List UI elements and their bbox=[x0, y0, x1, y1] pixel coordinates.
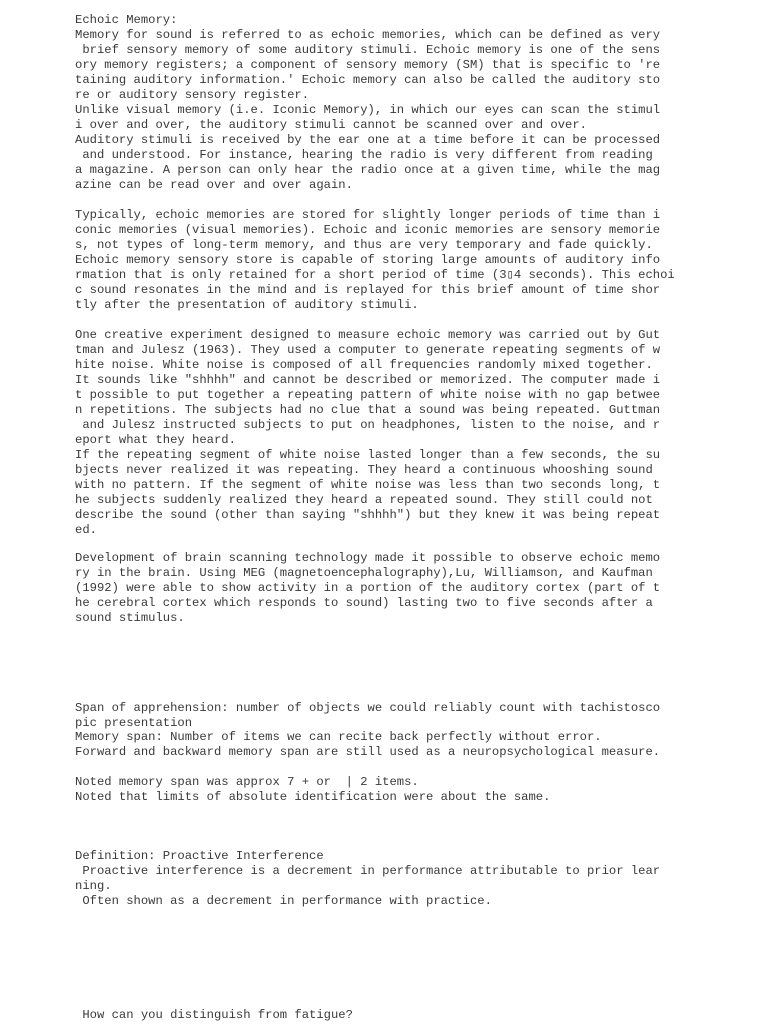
text-line: sound stimulus. bbox=[75, 611, 185, 625]
text-line: Memory span: Number of items we can recite back perfectly without error. bbox=[75, 730, 602, 744]
text-line: eport what they heard. bbox=[75, 433, 236, 447]
text-line: azine can be read over and over again. bbox=[75, 178, 353, 192]
text-line: n repetitions. The subjects had no clue that a sound was being repeated. Guttman bbox=[75, 403, 661, 417]
text-line: rmation that is only retained for a short period of time (3▯4 seconds). This echoi bbox=[75, 268, 675, 282]
text-line: brief sensory memory of some auditory stimuli. Echoic memory is one of the sens bbox=[75, 43, 661, 57]
text-line: a magazine. A person can only hear the radio once at a given time, while the mag bbox=[75, 163, 661, 177]
text-line: he cerebral cortex which responds to sound) lasting two to five seconds after a bbox=[75, 596, 653, 610]
text-line: (1992) were able to show activity in a portion of the auditory cortex (part of t bbox=[75, 581, 661, 595]
text-line: i over and over, the auditory stimuli cannot be scanned over and over. bbox=[75, 118, 587, 132]
text-line: describe the sound (other than saying "shhhh") but they knew it was being repeat bbox=[75, 508, 661, 522]
section-heading-echoic-memory: Echoic Memory: bbox=[75, 13, 178, 27]
text-line: tman and Julesz (1963). They used a computer to generate repeating segments of w bbox=[75, 343, 661, 357]
text-line: s, not types of long-term memory, and thus are very temporary and fade quickly. bbox=[75, 238, 653, 252]
text-line: and understood. For instance, hearing the radio is very different from reading bbox=[75, 148, 653, 162]
text-line: ry in the brain. Using MEG (magnetoencephalography),Lu, Williamson, and Kaufman bbox=[75, 566, 653, 580]
text-line: and Julesz instructed subjects to put on headphones, listen to the noise, and r bbox=[75, 418, 661, 432]
text-line: re or auditory sensory register. bbox=[75, 88, 310, 102]
text-line: hite noise. White noise is composed of all frequencies randomly mixed together. bbox=[75, 358, 653, 372]
text-line: ed. bbox=[75, 523, 97, 537]
text-line: Noted that limits of absolute identification were about the same. bbox=[75, 790, 551, 804]
text-line: Auditory stimuli is received by the ear one at a time before it can be processed bbox=[75, 133, 661, 147]
text-line: he subjects suddenly realized they heard a repeated sound. They still could not bbox=[75, 493, 653, 507]
text-line: t possible to put together a repeating pattern of white noise with no gap betwee bbox=[75, 388, 661, 402]
text-line: Unlike visual memory (i.e. Iconic Memory), in which our eyes can scan the stimul bbox=[75, 103, 661, 117]
text-line: Span of apprehension: number of objects we could reliably count with tachistosco bbox=[75, 701, 661, 715]
text-line: Noted memory span was approx 7 + or | 2 items. bbox=[75, 775, 419, 789]
text-line: conic memories (visual memories). Echoic and iconic memories are sensory memorie bbox=[75, 223, 661, 237]
text-line: If the repeating segment of white noise lasted longer than a few seconds, the su bbox=[75, 448, 661, 462]
text-line: pic presentation bbox=[75, 716, 193, 730]
section-heading-proactive-interference: Definition: Proactive Interference bbox=[75, 849, 324, 863]
text-line: with no pattern. If the segment of white noise was less than two seconds long, t bbox=[75, 478, 661, 492]
text-line: Forward and backward memory span are still used as a neuropsychological measure. bbox=[75, 745, 661, 759]
text-line: Memory for sound is referred to as echoic memories, which can be defined as very bbox=[75, 28, 661, 42]
text-line: tly after the presentation of auditory stimuli. bbox=[75, 298, 419, 312]
text-line: Often shown as a decrement in performance with practice. bbox=[75, 894, 492, 908]
text-line: Typically, echoic memories are stored for slightly longer periods of time than i bbox=[75, 208, 661, 222]
text-line: ory memory registers; a component of sensory memory (SM) that is specific to 're bbox=[75, 58, 661, 72]
text-line: Proactive interference is a decrement in performance attributable to prior lear bbox=[75, 864, 661, 878]
text-line: Development of brain scanning technology made it possible to observe echoic memo bbox=[75, 551, 661, 565]
text-line: ning. bbox=[75, 879, 112, 893]
question-line: How can you distinguish from fatigue? bbox=[75, 1008, 353, 1022]
text-line: It sounds like "shhhh" and cannot be described or memorized. The computer made i bbox=[75, 373, 661, 387]
text-line: Echoic memory sensory store is capable of storing large amounts of auditory info bbox=[75, 253, 661, 267]
text-line: taining auditory information.' Echoic memory can also be called the auditory sto bbox=[75, 73, 661, 87]
text-line: c sound resonates in the mind and is replayed for this brief amount of time shor bbox=[75, 283, 661, 297]
text-line: bjects never realized it was repeating. They heard a continuous whooshing sound bbox=[75, 463, 653, 477]
text-line: One creative experiment designed to measure echoic memory was carried out by Gut bbox=[75, 328, 661, 342]
